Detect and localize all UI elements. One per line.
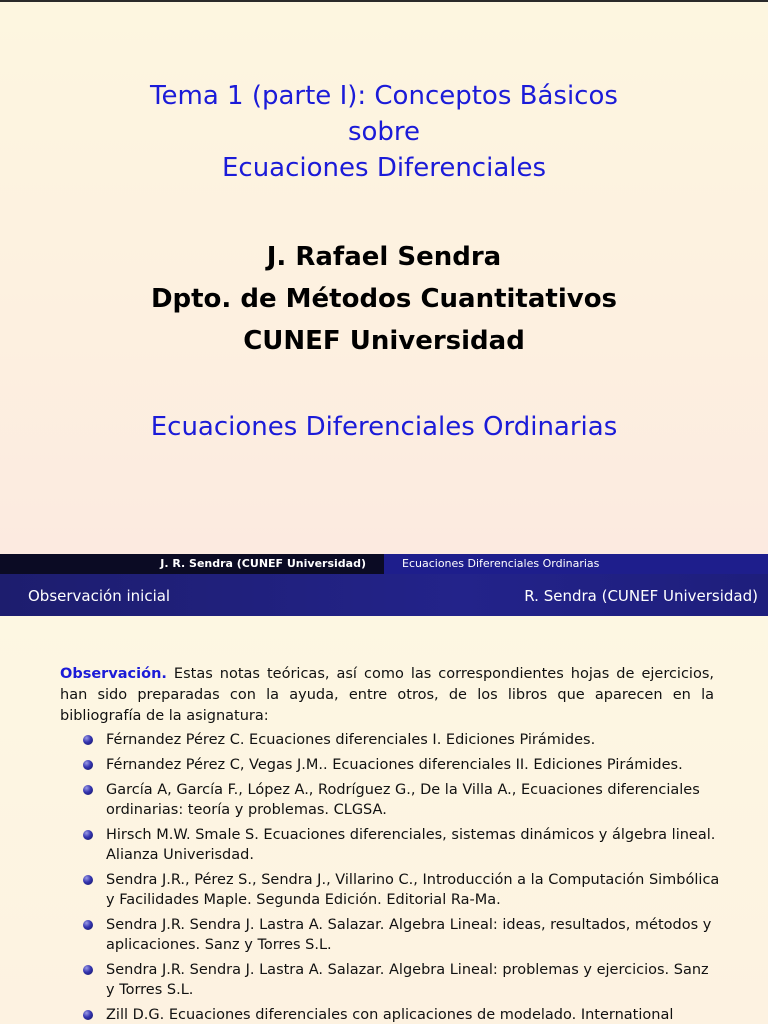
list-item <box>80 960 720 1000</box>
footline-author: J. R. Sendra (CUNEF Universidad) <box>0 554 384 574</box>
reference-text: Férnandez Pérez C, Vegas J.M.. Ecuaciones diferenciales II. Ediciones Pirámides. <box>106 757 683 773</box>
slide-subtitle: Ecuaciones Diferenciales Ordinarias <box>150 412 618 442</box>
footline-title: Ecuaciones Diferenciales Ordinarias <box>384 554 768 574</box>
bullet-icon <box>83 735 93 745</box>
reference-text: Sendra J.R., Pérez S., Sendra J., Villarino C., Introducción a la Computación Simbólica y Facilidades Maple. Segunda Edición. Editorial Ra-Ma. <box>106 872 720 908</box>
reference-list <box>80 730 720 1030</box>
bullet-icon <box>83 920 93 930</box>
slide-title <box>0 78 768 186</box>
title-line-3: Ecuaciones Diferenciales <box>221 153 547 183</box>
list-item <box>80 825 720 865</box>
bullet-icon <box>83 875 93 885</box>
bullet-icon <box>83 830 93 840</box>
list-item <box>80 870 720 910</box>
author-institution: CUNEF Universidad <box>243 326 525 356</box>
bullet-icon <box>83 1010 93 1020</box>
bullet-icon <box>83 760 93 770</box>
reference-text: Férnandez Pérez C. Ecuaciones diferenciales I. Ediciones Pirámides. <box>106 732 596 748</box>
reference-text: Hirsch M.W. Smale S. Ecuaciones diferenciales, sistemas dinámicos y álgebra lineal. Alianza Univerisdad. <box>106 827 716 863</box>
bullet-icon <box>83 965 93 975</box>
bullet-icon <box>83 785 93 795</box>
title-line-1: Tema 1 (parte I): Conceptos Básicos <box>150 81 618 111</box>
observation-label: Observación. <box>60 666 167 682</box>
title-line-2: sobre <box>347 117 421 147</box>
author-block <box>0 236 768 362</box>
reference-text: Zill D.G. Ecuaciones diferenciales con aplicaciones de modelado. International <box>106 1007 674 1023</box>
list-item <box>80 755 720 775</box>
observation-text: Estas notas teóricas, así como las correspondientes hojas de ejercicios, han sido preparadas con la ayuda, entre otros, de los libros que aparecen en la bibliografía de la asignatura: <box>60 666 714 724</box>
slide2-headline <box>0 574 768 616</box>
author-name: J. Rafael Sendra <box>266 242 502 272</box>
list-item <box>80 915 720 955</box>
title-slide <box>0 2 768 554</box>
list-item <box>80 1005 720 1025</box>
header-author: R. Sendra (CUNEF Universidad) <box>524 587 758 605</box>
reference-text: Sendra J.R. Sendra J. Lastra A. Salazar. Algebra Lineal: problemas y ejercicios. Sanz y Torres S.L. <box>106 962 709 998</box>
list-item <box>80 780 720 820</box>
list-item <box>80 730 720 750</box>
observation-paragraph <box>60 664 714 727</box>
observation-slide <box>0 616 768 1024</box>
reference-text: García A, García F., López A., Rodríguez G., De la Villa A., Ecuaciones diferenciales ordinarias: teoría y problemas. CLGSA. <box>106 782 700 818</box>
author-department: Dpto. de Métodos Cuantitativos <box>150 284 618 314</box>
reference-text: Sendra J.R. Sendra J. Lastra A. Salazar. Algebra Lineal: ideas, resultados, métodos y aplicaciones. Sanz y Torres S.L. <box>106 917 712 953</box>
section-title: Observación inicial <box>28 587 171 605</box>
footline <box>0 554 768 574</box>
